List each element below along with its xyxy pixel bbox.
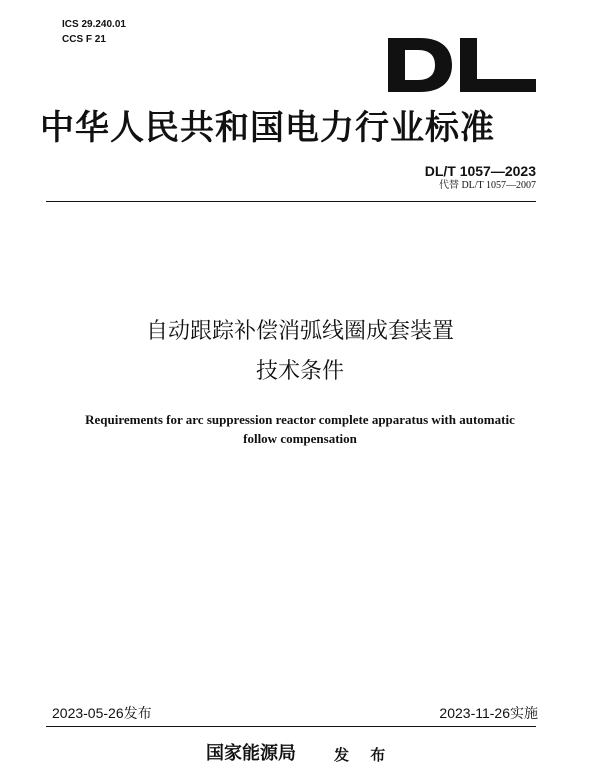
bottom-divider (46, 726, 536, 727)
english-title-line-1: Requirements for arc suppression reactor complete apparatus with automatic (85, 412, 515, 427)
chinese-title-line-1: 自动跟踪补偿消弧线圈成套装置 (145, 319, 454, 344)
chinese-title-line-2: 技术条件 (255, 359, 344, 384)
top-divider (46, 201, 536, 202)
dl-logo (388, 38, 536, 92)
industry-standard-title: 中华人民共和国电力行业标准 (40, 108, 495, 148)
implementation-date: 2023-11-26实施 (439, 705, 538, 721)
issue-date: 2023-05-26发布 (52, 705, 152, 721)
publisher-name: 国家能源局 (206, 743, 296, 764)
english-title-line-2: follow compensation (243, 431, 357, 446)
publish-label: 发 布 (334, 746, 394, 764)
ccs-code: CCS F 21 (62, 34, 106, 45)
replaced-standard: 代替 DL/T 1057—2007 (438, 180, 536, 191)
standard-number: DL/T 1057—2023 (424, 163, 536, 179)
ics-code: ICS 29.240.01 (62, 19, 126, 30)
